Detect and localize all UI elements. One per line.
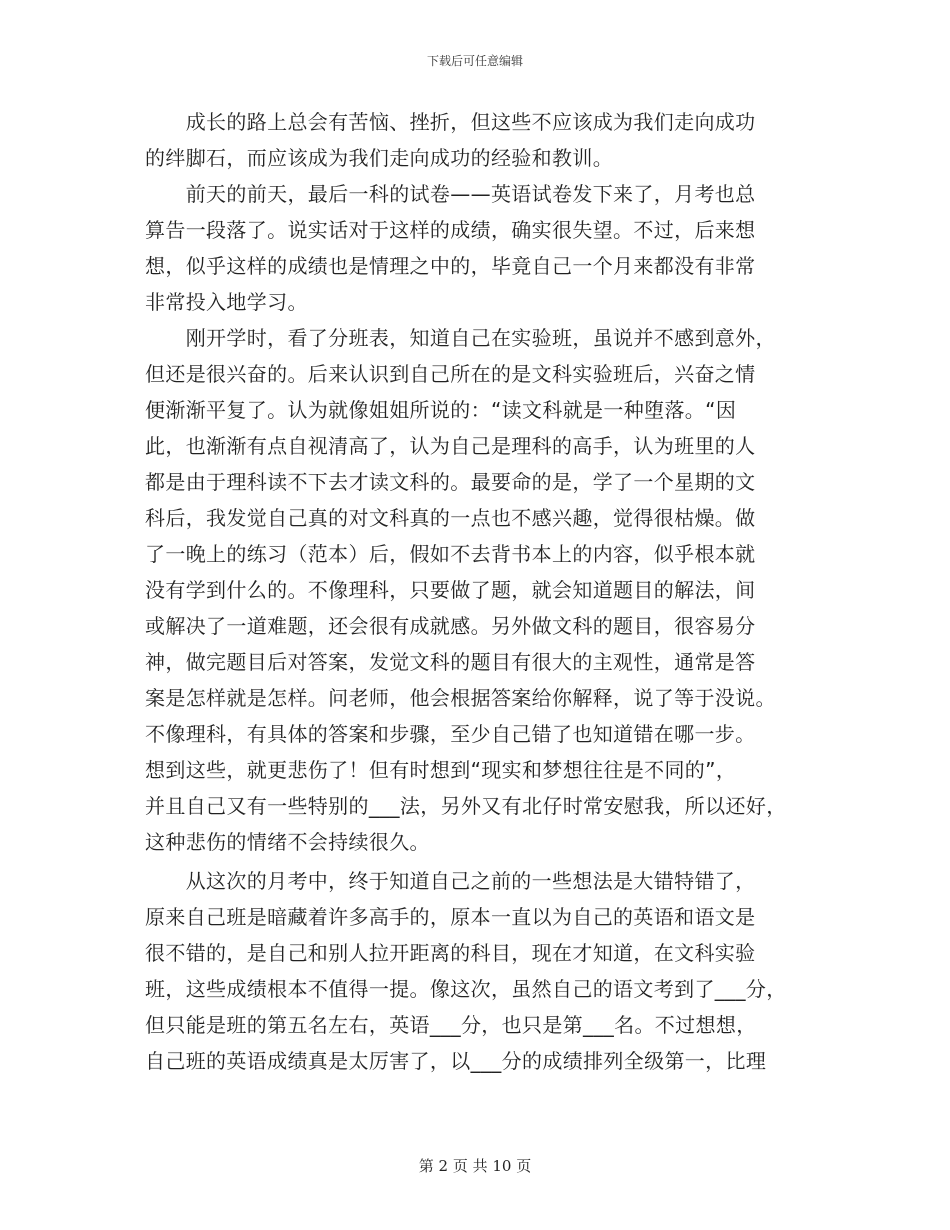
text-line: 前天的前天，最后一科的试卷——英语试卷发下来了，月考也总 bbox=[145, 182, 756, 206]
text-line: 了一晚上的练习（范本）后，假如不去背书本上的内容，似乎根本就 bbox=[145, 542, 756, 566]
text-line: 并且自己又有一些特别的___法，另外又有北仔时常安慰我，所以还好， bbox=[145, 794, 787, 818]
text-line: 非常投入地学习。 bbox=[145, 290, 308, 314]
text-line: 便渐渐平复了。认为就像姐姐所说的：“读文科就是一种堕落。“因 bbox=[145, 398, 737, 422]
document-body bbox=[145, 104, 815, 1079]
text-line: 自己班的英语成绩真是太厉害了，以___分的成绩排列全级第一，比理 bbox=[145, 1049, 767, 1073]
page-header: 下载后可任意编辑 bbox=[426, 54, 523, 68]
text-line: 想到这些，就更悲伤了！但有时想到“现实和梦想往往是不同的”， bbox=[145, 758, 737, 782]
text-line: 没有学到什么的。不像理科，只要做了题，就会知道题目的解法，间 bbox=[145, 578, 756, 602]
text-line: 成长的路上总会有苦恼、挫折，但这些不应该成为我们走向成功 bbox=[145, 110, 756, 134]
text-line: 但还是很兴奋的。后来认识到自己所在的是文科实验班后，兴奋之情 bbox=[145, 362, 756, 386]
text-line: 案是怎样就是怎样。问老师，他会根据答案给你解释，说了等于没说。 bbox=[145, 686, 776, 710]
text-line: 都是由于理科读不下去才读文科的。最要命的是，学了一个星期的文 bbox=[145, 470, 756, 494]
text-line: 算告一段落了。说实话对于这样的成绩，确实很失望。不过，后来想 bbox=[145, 218, 756, 242]
page-number: 第 2 页 共 10 页 bbox=[418, 1157, 532, 1175]
text-line: 科后，我发觉自己真的对文科真的一点也不感兴趣，觉得很枯燥。做 bbox=[145, 506, 756, 530]
text-line: 不像理科，有具体的答案和步骤，至少自己错了也知道错在哪一步。 bbox=[145, 722, 756, 746]
text-line: 很不错的，是自己和别人拉开距离的科目，现在才知道，在文科实验 bbox=[145, 941, 756, 965]
text-line: 刚开学时，看了分班表，知道自己在实验班，虽说并不感到意外， bbox=[145, 326, 776, 350]
text-line: 此，也渐渐有点自视清高了，认为自己是理科的高手，认为班里的人 bbox=[145, 434, 756, 458]
text-line: 或解决了一道难题，还会很有成就感。另外做文科的题目，很容易分 bbox=[145, 614, 756, 638]
text-line: 这种悲伤的情绪不会持续很久。 bbox=[145, 830, 430, 854]
text-line: 的绊脚石，而应该成为我们走向成功的经验和教训。 bbox=[145, 146, 614, 170]
text-line: 从这次的月考中，终于知道自己之前的一些想法是大错特错了， bbox=[145, 869, 756, 893]
text-line: 原来自己班是暗藏着许多高手的，原本一直以为自己的英语和语文是 bbox=[145, 905, 756, 929]
text-line: 想，似乎这样的成绩也是情理之中的，毕竟自己一个月来都没有非常 bbox=[145, 254, 756, 278]
text-line: 但只能是班的第五名左右，英语___分，也只是第___名。不过想想， bbox=[145, 1013, 757, 1037]
text-line: 神，做完题目后对答案，发觉文科的题目有很大的主观性，通常是答 bbox=[145, 650, 756, 674]
text-line: 班，这些成绩根本不值得一提。像这次，虽然自己的语文考到了___分， bbox=[145, 977, 787, 1001]
